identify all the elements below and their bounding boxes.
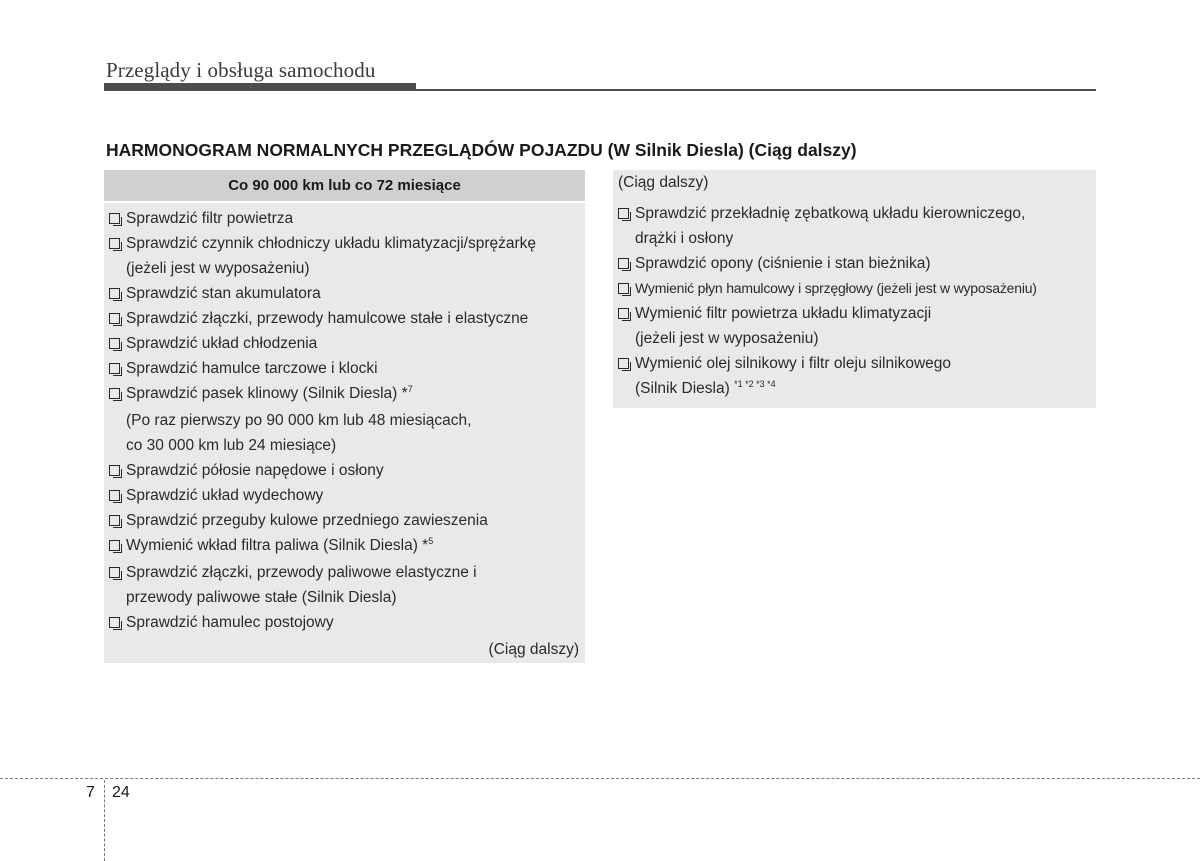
- item-text: Sprawdzić filtr powietrza: [126, 210, 294, 227]
- checklist-item: [109, 281, 579, 306]
- checklist-item: [618, 251, 1094, 276]
- item-text: Sprawdzić układ chłodzenia: [126, 335, 318, 352]
- item-text: Sprawdzić opony (ciśnienie i stan bieżnika): [635, 255, 931, 272]
- item-text: Sprawdzić złączki, przewody paliwowe elastyczne i: [126, 564, 477, 581]
- checkbox-icon: [618, 358, 629, 369]
- checkbox-icon: [618, 258, 629, 269]
- checkbox-icon: [109, 313, 120, 324]
- checklist-item: [618, 351, 1094, 403]
- item-text: Sprawdzić przekładnię zębatkową układu kierowniczego,: [635, 205, 1026, 222]
- checklist-item: [109, 610, 579, 635]
- checklist-item: [109, 483, 579, 508]
- checklist-item: [109, 331, 579, 356]
- checkbox-icon: [109, 388, 120, 399]
- checklist-item: [109, 381, 579, 458]
- right-schedule-panel: [613, 170, 1096, 408]
- checklist-item: [109, 560, 579, 610]
- item-text: Sprawdzić złączki, przewody hamulcowe stałe i elastyczne: [126, 310, 529, 327]
- header-rule-thin: [104, 89, 1096, 91]
- interval-header: Co 90 000 km lub co 72 miesiące: [104, 170, 585, 203]
- checklist-item: [109, 231, 579, 281]
- running-head: Przeglądy i obsługa samochodu: [106, 58, 376, 82]
- checklist-item: [109, 533, 579, 560]
- checkbox-icon: [618, 208, 629, 219]
- item-text: Sprawdzić przeguby kulowe przedniego zawieszenia: [126, 512, 488, 529]
- chapter-number: 7: [86, 784, 95, 801]
- footer-divider: [104, 780, 105, 861]
- checkbox-icon: [109, 338, 120, 349]
- item-text-continued: drążki i osłony: [635, 230, 734, 247]
- checklist-item: [109, 508, 579, 533]
- checklist-item: [618, 301, 1094, 351]
- checkbox-icon: [109, 363, 120, 374]
- checkbox-icon: [109, 515, 120, 526]
- right-checklist: [618, 201, 1094, 403]
- item-text: Sprawdzić półosie napędowe i osłony: [126, 462, 384, 479]
- left-checklist: [109, 206, 579, 635]
- footnote-mark: 5: [428, 536, 434, 546]
- continued-note: (Ciąg dalszy): [488, 641, 579, 658]
- footnote-mark: 7: [407, 384, 413, 394]
- item-text: Sprawdzić czynnik chłodniczy układu klimatyzacji/sprężarkę: [126, 235, 537, 252]
- footnote-marks: *1 *2 *3 *4: [734, 379, 776, 389]
- checkbox-icon: [109, 213, 120, 224]
- checkbox-icon: [109, 465, 120, 476]
- item-text: Sprawdzić pasek klinowy (Silnik Diesla) *: [126, 385, 408, 402]
- checklist-item: [618, 201, 1094, 251]
- item-text: Sprawdzić hamulce tarczowe i klocki: [126, 360, 378, 377]
- item-text-continued: przewody paliwowe stałe (Silnik Diesla): [126, 589, 397, 606]
- checklist-item: [109, 206, 579, 231]
- item-text: Wymienić filtr powietrza układu klimatyzacji: [635, 305, 932, 322]
- page-number: 24: [112, 784, 130, 801]
- checkbox-icon: [618, 308, 629, 319]
- item-text: Wymienić wkład filtra paliwa (Silnik Diesla) *: [126, 537, 429, 554]
- checkbox-icon: [109, 567, 120, 578]
- checklist-item: [109, 306, 579, 331]
- checkbox-icon: [618, 283, 629, 294]
- checkbox-icon: [109, 540, 120, 551]
- item-text: Sprawdzić hamulec postojowy: [126, 614, 334, 631]
- item-text-suffix: (Silnik Diesla): [635, 380, 735, 397]
- item-text: Wymienić płyn hamulcowy i sprzęgłowy (jeżeli jest w wyposażeniu): [635, 280, 1037, 296]
- checkbox-icon: [109, 617, 120, 628]
- checkbox-icon: [109, 288, 120, 299]
- item-text-continued: (Po raz pierwszy po 90 000 km lub 48 miesiącach,: [126, 412, 472, 429]
- item-text-continued: co 30 000 km lub 24 miesiące): [126, 437, 337, 454]
- item-text: Sprawdzić układ wydechowy: [126, 487, 324, 504]
- item-text: Wymienić olej silnikowy i filtr oleju silnikowego: [635, 355, 951, 372]
- checklist-item: [618, 276, 1094, 301]
- checkbox-icon: [109, 238, 120, 249]
- footer-rule: [0, 778, 1200, 779]
- left-schedule-panel: [104, 170, 585, 663]
- continued-note: (Ciąg dalszy): [618, 174, 709, 191]
- section-title: HARMONOGRAM NORMALNYCH PRZEGLĄDÓW POJAZDU (W Silnik Diesla) (Ciąg dalszy): [106, 140, 857, 160]
- item-text-continued: [635, 376, 1094, 403]
- item-text-continued: (jeżeli jest w wyposażeniu): [635, 330, 819, 347]
- item-text: Sprawdzić stan akumulatora: [126, 285, 321, 302]
- checklist-item: [109, 458, 579, 483]
- item-text-continued: (jeżeli jest w wyposażeniu): [126, 260, 310, 277]
- checklist-item: [109, 356, 579, 381]
- checkbox-icon: [109, 490, 120, 501]
